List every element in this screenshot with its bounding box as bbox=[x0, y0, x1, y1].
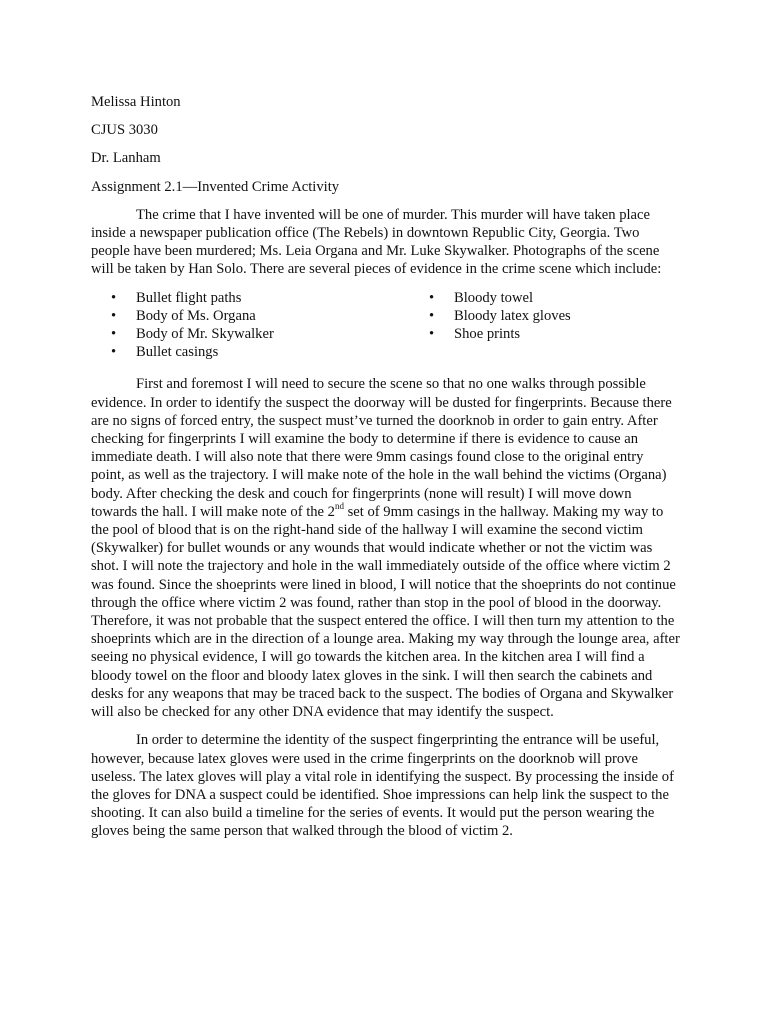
assignment-title: Assignment 2.1—Invented Crime Activity bbox=[91, 178, 340, 195]
evidence-list-right bbox=[409, 289, 669, 362]
instructor-name: Dr. Lanham bbox=[91, 150, 161, 167]
bullet-icon: • bbox=[429, 307, 435, 324]
list-item: • Body of Ms. Organa bbox=[111, 307, 256, 324]
evidence-list-left bbox=[91, 289, 409, 362]
list-item: • Shoe prints bbox=[429, 326, 521, 343]
conclusion-paragraph: In order to determine the identity of the suspect fingerprinting the entrance will be useful, however, because latex gloves were used in the crime fingerprints on the doorknob will prove useless. The latex gloves will play a vital role in identifying the suspect. By processing the inside of the gloves for DNA a suspect could be identified. Shoe impressions can help link the suspect to the shooting. It can also build a timeline for the series of events. It would put the person wearing the gloves being the same person that walked through the blood of victim 2. bbox=[91, 732, 674, 840]
bullet-icon: • bbox=[111, 307, 117, 324]
bullet-icon: • bbox=[111, 344, 117, 361]
evidence-list bbox=[91, 289, 680, 362]
bullet-icon: • bbox=[429, 289, 435, 306]
ordinal-suffix: nd bbox=[334, 501, 344, 511]
course-code: CJUS 3030 bbox=[91, 122, 158, 139]
list-item: • Bullet casings bbox=[111, 344, 219, 361]
author-name: Melissa Hinton bbox=[91, 94, 181, 110]
bullet-icon: • bbox=[111, 326, 117, 343]
bullet-icon: • bbox=[111, 289, 117, 306]
list-item: • Body of Mr. Skywalker bbox=[111, 326, 274, 343]
list-item: • Bullet flight paths bbox=[111, 289, 242, 306]
document-body bbox=[91, 93, 680, 851]
list-item: • Bloody towel bbox=[429, 289, 534, 306]
procedure-paragraph: First and foremost I will need to secure the scene so that no one walks through possible evidence. In order to identify the suspect the doorway will be dusted for fingerprints. Because there are no signs of forced entry, the suspect must’ve turned the doorknob in order to gain entry. After checking for fingerprints I will examine the body to determine if there is evidence to cause an immediate death. I will also note that there were 9mm casings found close to the original entry point, as well as the trajectory. I will make note of the hole in the wall behind the victims (Organa) body. After checking the desk and couch for fingerprints (none will result) I will move down towards the hall. I will make note of the 2nd set of 9mm casings in the hallway. Making my way to the pool of blood that is on the right-hand side of the hallway I will examine the second victim (Skywalker) for bullet wounds or any wounds that would indicate whether or not the victim was shot. I will note the trajectory and hole in the wall immediately outside of the office where victim 2 was found. Since the shoeprints were lined in blood, I will notice that the shoeprints do not continue through the office where victim 2 was found, rather than stop in the pool of blood in the doorway. Therefore, it was not probable that the suspect entered the office. I will then turn my attention to the shoeprints which are in the direction of a lounge area. Making my way through the lounge area, after seeing no physical evidence, I will go towards the kitchen area. In the kitchen area I will find a bloody towel on the floor and bloody latex gloves in the sink. I will then search the cabinets and desks for any weapons that may be traced back to the suspect. The bodies of Organa and Skywalker will also be checked for any other DNA evidence that may identify the suspect. bbox=[91, 376, 680, 721]
intro-paragraph: The crime that I have invented will be one of murder. This murder will have taken place inside a newspaper publication office (The Rebels) in downtown Republic City, Georgia. Two people have been murdered; Ms. Leia Organa and Mr. Luke Skywalker. Photographs of the scene will be taken by Han Solo. There are several pieces of evidence in the crime scene which include: bbox=[91, 206, 662, 278]
bullet-icon: • bbox=[429, 326, 435, 343]
list-item: • Bloody latex gloves bbox=[429, 307, 571, 324]
